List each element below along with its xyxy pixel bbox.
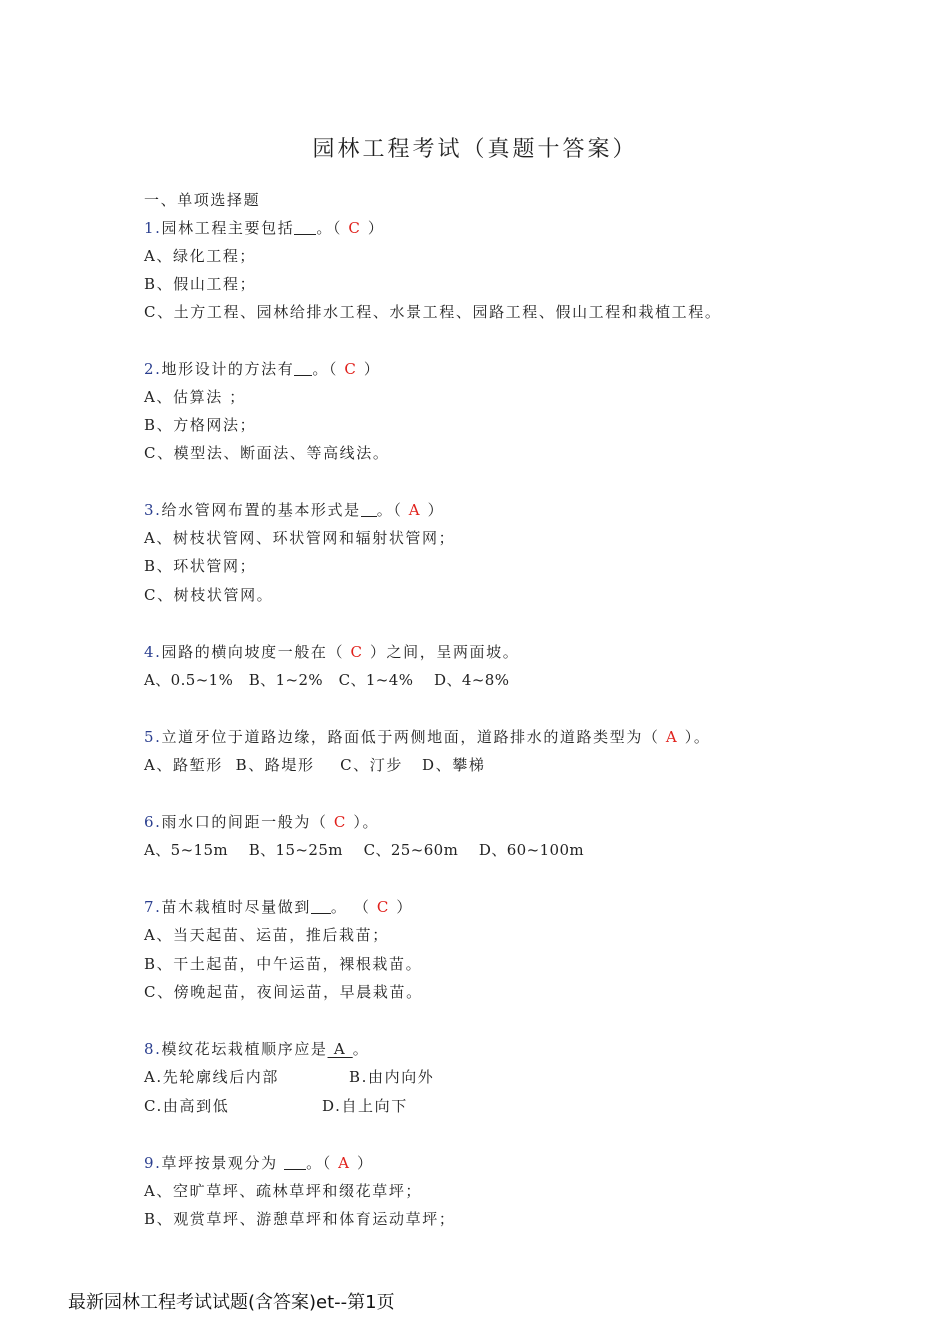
section-heading: 一、单项选择题 (144, 191, 261, 209)
answer-key: A (665, 728, 679, 746)
option: C.由高到低 (144, 1097, 230, 1115)
option: D.自上向下 (322, 1097, 408, 1115)
option-row: A、0.5~1% B、1~2% C、1~4% D、4~8% (144, 671, 510, 689)
question-number: 7. (144, 898, 162, 916)
answer-blank (294, 359, 312, 376)
option: A.先轮廓线后内部 (144, 1068, 280, 1086)
option: A、空旷草坪、疏林草坪和缀花草坪； (144, 1182, 423, 1200)
question-4: 4.园路的横向坡度一般在（ C ）之间，呈两面坡。 (144, 643, 520, 661)
option: C、土方工程、园林给排水工程、水景工程、园路工程、假山工程和栽植工程。 (144, 303, 722, 321)
question-3: 3.给水管网布置的基本形式是 。（ A ） (144, 501, 445, 519)
question-number: 4. (144, 643, 162, 661)
answer-blank (311, 897, 331, 914)
option: A、树枝状管网、环状管网和辐射状管网； (144, 529, 456, 547)
option-row: A、路堑形 B、路堤形 C、汀步 D、攀梯 (144, 756, 486, 774)
option: B、环状管网； (144, 557, 257, 575)
question-2: 2.地形设计的方法有 。（ C ） (144, 360, 381, 378)
question-number: 3. (144, 501, 162, 519)
option: A、当天起苗、运苗，推后栽苗； (144, 926, 389, 944)
option: B、观赏草坪、游憩草坪和体育运动草坪； (144, 1210, 456, 1228)
option: A、绿化工程； (144, 247, 257, 265)
answer-key: C (350, 643, 364, 661)
option: C、树枝状管网。 (144, 586, 274, 604)
question-5: 5.立道牙位于道路边缘，路面低于两侧地面，道路排水的道路类型为（ A ）。 (144, 728, 711, 746)
question-number: 5. (144, 728, 162, 746)
question-8: 8.模纹花坛栽植顺序应是 A 。 (144, 1040, 370, 1058)
option: B.由内向外 (349, 1068, 435, 1086)
question-1: 1.园林工程主要包括 。（ C ） (144, 219, 385, 237)
answer-key: A (338, 1154, 351, 1172)
answer-key: C (376, 898, 390, 916)
question-9: 9.草坪按景观分为 。（ A ） (144, 1154, 374, 1172)
option: B、方格网法； (144, 416, 257, 434)
answer-key: C (344, 360, 358, 378)
question-6: 6.雨水口的间距一般为（ C ）。 (144, 813, 380, 831)
page-footer: 最新园林工程考试试题(含答案)et--第1页 (68, 1292, 395, 1313)
answer-key: C (348, 219, 362, 237)
answer-key: A (408, 501, 422, 519)
question-number: 6. (144, 813, 162, 831)
underlined-answer: A (327, 1040, 353, 1058)
page-title: 园林工程考试（真题十答案） (312, 137, 638, 162)
question-number: 8. (144, 1040, 162, 1058)
answer-blank (361, 500, 377, 517)
question-number: 9. (144, 1154, 162, 1172)
answer-blank (294, 218, 316, 235)
question-7: 7.苗木栽植时尽量做到 。 （ C ） (144, 898, 413, 916)
option: C、模型法、断面法、等高线法。 (144, 444, 390, 462)
answer-key: C (333, 813, 347, 831)
question-number: 1. (144, 219, 162, 237)
option: B、假山工程； (144, 275, 257, 293)
option: C、傍晚起苗，夜间运苗，早晨栽苗。 (144, 983, 423, 1001)
option-row: A、5~15m B、15~25m C、25~60m D、60~100m (144, 841, 585, 859)
answer-blank (284, 1153, 306, 1170)
option: B、干土起苗，中午运苗，裸根栽苗。 (144, 955, 423, 973)
option: A、估算法 ； (144, 388, 246, 406)
question-number: 2. (144, 360, 162, 378)
